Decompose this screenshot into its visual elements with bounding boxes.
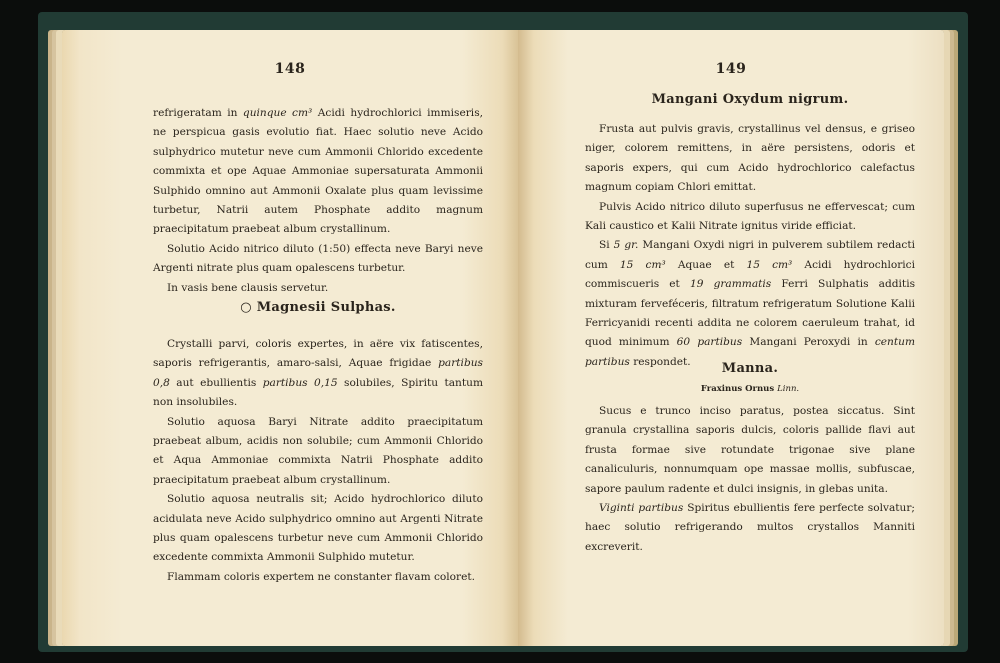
paragraph [585, 402, 915, 499]
paragraph [153, 568, 483, 587]
text-run: Frusta aut pulvis gravis, crystallinus vel densus, e griseo niger, colorem remittens, in aëre persistens, odoris et saporis expers, qui cum Acido hydrochlorico calefactus magnum copiam Chlori emittat. [585, 123, 915, 194]
text-run: Crystalli parvi, coloris expertes, in aëre vix fatiscentes, saporis refrigerantis, amaro-salsi, Aquae frigidae [153, 338, 483, 370]
paragraph [585, 499, 915, 557]
text-run: aut ebullientis [169, 376, 263, 389]
page-number-right: 149 [715, 61, 747, 77]
paragraph [585, 120, 915, 198]
italic-text: 15 cm³ [619, 258, 666, 271]
text-run: refrigeratam in [153, 107, 243, 119]
paragraph [153, 279, 483, 298]
text-run: Solutio aquosa Baryi Nitrate addito praecipitatum praebeat album, acidis non solubile; cum Ammonii Chlorido et Aqua Ammoniae commixta Natrii Phosphate addito praecipitatum praebeat album crystallinum. [153, 415, 483, 486]
text-run: Pulvis Acido nitrico diluto superfusus ne effervescat; cum Kali caustico et Kalii Nitrate ignitus viride efficiat. [585, 200, 915, 233]
text-run: Flammam coloris expertem ne constanter flavam coloret. [167, 570, 476, 583]
left-page [62, 30, 518, 646]
paragraph [585, 198, 915, 237]
section-title-mangani-oxydum: Mangani Oxydum nigrum. [651, 92, 849, 107]
italic-text: Viginti partibus [599, 502, 684, 515]
text-run: Ferri Sulphatis additis mixturam ferveféceris, filtratum refrigeratum Solutione Kalii Ferricyanidi recenti addita ne colorem caeruleum trahat, id quod minimum [585, 278, 916, 349]
text-run: Sucus e trunco inciso paratus, postea siccatus. Sint granula crystallina saporis dulcis, coloris pallide flavi aut frusta formae sive rotundate trigonae sive plane canaliculuris, nonnumquam ope massae mollis, subfuscae, sapore paulum radente et dulci insignis, in glebas unita. [585, 405, 915, 495]
italic-text: 5 gr. [613, 239, 639, 252]
italic-text: partibus 0,8 [153, 357, 483, 389]
manna-text [585, 402, 915, 557]
section-title-manna: Manna. [721, 361, 779, 376]
text-run: respondet. [629, 355, 691, 368]
manna-subtitle-species: Fraxinus Ornus [700, 384, 775, 394]
right-page [518, 30, 944, 646]
italic-text: centum partibus [585, 336, 916, 368]
paragraph [153, 240, 483, 279]
text-run: Acidi hydrochlorici commiscueris et [585, 258, 915, 291]
text-run: Si [599, 239, 614, 252]
paragraph [153, 413, 483, 491]
manna-subtitle [585, 384, 915, 394]
text-run: In vasis bene clausis servetur. [167, 281, 329, 294]
page-number-left: 148 [274, 61, 306, 77]
manna-subtitle-author: Linn. [777, 384, 800, 394]
text-run: Mangani Oxydi nigri in pulverem subtilem redacti cum [585, 239, 915, 271]
paragraph [153, 335, 483, 413]
text-run: Aquae et [665, 258, 747, 271]
italic-text: quinque cm³ [242, 107, 313, 119]
text-run: Solutio aquosa neutralis sit; Acido hydrochlorico diluto acidulata neve Acido sulphydrico omnino aut Argenti Nitrate plus quam opalescens turbetur neve cum Ammonii Chlorido excedente commixta Ammonii Sulphido mutetur. [153, 493, 483, 564]
text-run: Solutio Acido nitrico diluto (1:50) effecta neve Baryi neve Argenti nitrate plus quam opalescens turbetur. [153, 242, 483, 275]
italic-text: 15 cm³ [746, 258, 793, 271]
italic-text: 19 grammatis [689, 278, 772, 291]
paragraph [585, 236, 915, 372]
text-run: Acidi hydrochlorici immiseris, ne perspicua gasis evolutio fiat. Haec solutio neve Acido sulphydrico mutetur neve cum Ammonii Chlorido excedente commixta et ope Aquae Ammoniae supersaturata Ammonii Sulphido omnino aut Ammonii Oxalate plus quam levissime turbetur, Natrii autem Phosphate addito magnum praecipitatum praebeat album crystallinum. [153, 107, 483, 236]
magnesii-sulphas-text [153, 335, 483, 587]
text-run: Spiritus ebullientis fere perfecte solvatur; haec solutio refrigerando multos crystallos Manniti excreverit. [585, 502, 915, 553]
left-top-text [153, 104, 483, 298]
italic-text: partibus 0,15 [262, 376, 338, 389]
paragraph [153, 490, 483, 568]
text-run: solubiles, Spiritu tantum non insolubiles. [153, 376, 483, 409]
italic-text: 60 partibus [676, 336, 743, 349]
section-title-magnesii-sulphas: ○ Magnesii Sulphas. [240, 300, 396, 315]
mangani-oxydum-text [585, 120, 915, 372]
paragraph [153, 104, 483, 240]
text-run: Mangani Peroxydi in [742, 336, 875, 349]
open-book [38, 12, 968, 652]
